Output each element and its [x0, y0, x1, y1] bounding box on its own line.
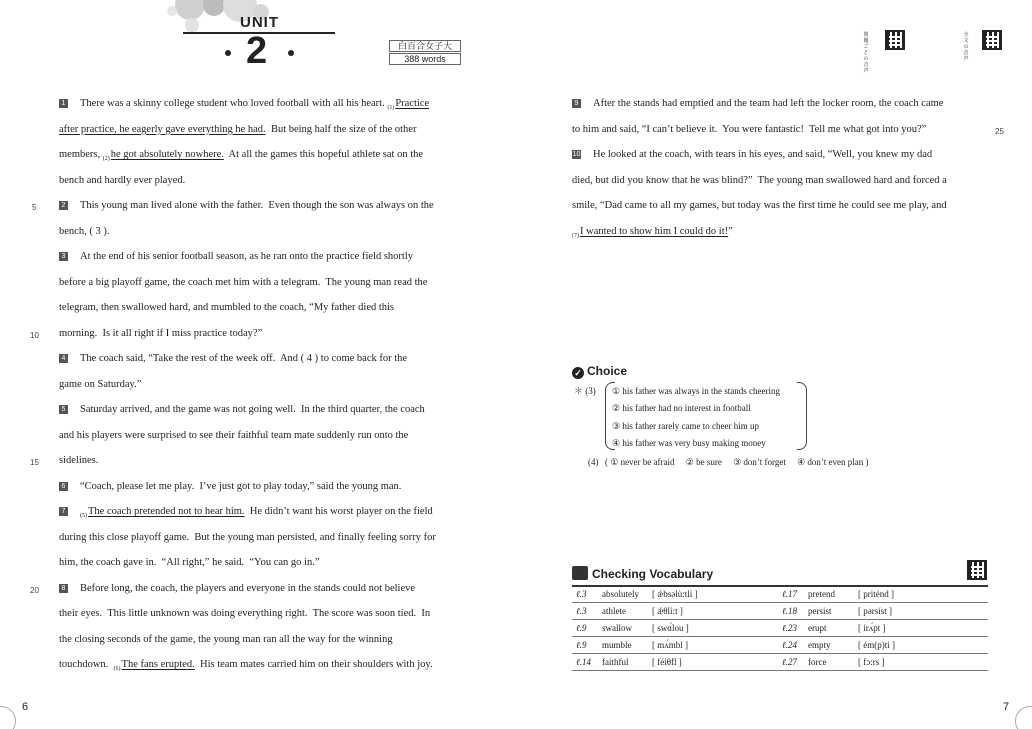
- underlined-phrase: The coach pretended not to hear him.: [88, 506, 245, 517]
- passage-line: [59, 301, 394, 315]
- vocab-entry: [782, 605, 892, 617]
- line-text: At all the games this hopeful athlete sat on the: [223, 149, 424, 160]
- vocab-ref: ℓ.9: [576, 623, 587, 633]
- vocab-book-icon: [572, 566, 588, 580]
- line-text: Saturday arrived, and the game was not going well. In the third quarter, the coach: [80, 404, 425, 415]
- vocab-ref: ℓ.27: [782, 657, 797, 667]
- line-text: There was a skinny college student who loved football with all his heart.: [80, 98, 388, 109]
- line-number: 15: [30, 458, 39, 467]
- qr-label-full: 全文の音声: [963, 32, 969, 62]
- paragraph-number: 9: [572, 99, 581, 108]
- passage-line: [59, 378, 141, 392]
- line-text: But being half the size of the other: [265, 123, 417, 135]
- paragraph-number: 1: [59, 99, 68, 108]
- vocab-ipa: [ fɔ:rs ]: [858, 657, 885, 667]
- paragraph-number: 6: [59, 482, 68, 491]
- line-text: sidelines.: [59, 455, 99, 466]
- page-number-left: 6: [22, 701, 29, 713]
- vocab-ipa: [ pərsíst ]: [858, 606, 892, 616]
- vocab-entry: [576, 656, 682, 668]
- passage-line: [59, 276, 427, 290]
- choice-title: Choice: [587, 364, 628, 378]
- line-text: ”: [728, 225, 733, 237]
- question-marker: (5): [80, 513, 87, 519]
- passage-line: [59, 199, 434, 213]
- line-text: telegram, then swallowed hard, and mumbled to the coach, “My father died this: [59, 302, 395, 313]
- vocab-entry: [782, 622, 886, 634]
- qr-code-questions[interactable]: [885, 30, 905, 50]
- passage-line: [59, 327, 262, 341]
- vocab-word: mumble: [602, 640, 632, 650]
- vocab-ipa: [ swɑ́lou ]: [652, 623, 689, 633]
- choice-bracket-right: [797, 382, 807, 450]
- passage-line: [59, 480, 401, 494]
- underlined-phrase: The fans erupted.: [121, 659, 195, 670]
- passage-line: [572, 225, 733, 243]
- passage-line: [59, 352, 407, 366]
- passage-line: [59, 148, 423, 166]
- unit-dot-right: [288, 50, 294, 56]
- paragraph-number: 5: [59, 405, 68, 414]
- qr-label-questions: 問題ごとの音声: [863, 32, 869, 74]
- vocab-word: swallow: [602, 623, 632, 633]
- vocab-divider: [572, 636, 988, 637]
- vocab-divider: [572, 619, 988, 620]
- passage-line: [59, 123, 416, 137]
- question-marker: (1): [387, 105, 395, 111]
- vocab-title: Checking Vocabulary: [592, 567, 714, 581]
- vocab-word: empty: [808, 640, 831, 650]
- corner-decoration-right: [1015, 706, 1032, 729]
- line-text: This young man lived alone with the father. Even though the son was always on the: [80, 200, 434, 211]
- qr-code-vocab[interactable]: [967, 560, 987, 580]
- vocab-entry: [782, 588, 894, 600]
- passage-line: [572, 123, 926, 137]
- vocab-ipa: [ ǽbsəlù:tli ]: [652, 589, 698, 599]
- passage-line: [59, 454, 98, 468]
- vocab-word: force: [808, 657, 827, 667]
- paragraph-number: 8: [59, 584, 68, 593]
- vocab-word: athlete: [602, 606, 626, 616]
- vocab-entry: [576, 639, 688, 651]
- line-text: He didn’t want his worst player on the field: [244, 506, 433, 517]
- choice-heading: [572, 364, 627, 379]
- line-text: After the stands had emptied and the team had left the locker room, the coach came: [593, 98, 944, 109]
- vocab-divider: [572, 670, 988, 671]
- line-number: 20: [30, 586, 39, 595]
- choice-q3-option: ④ his father was very busy making money: [612, 438, 766, 448]
- vocab-ref: ℓ.18: [782, 606, 797, 616]
- vocab-ipa: [ ém(p)ti ]: [858, 640, 895, 650]
- qr-code-full[interactable]: [982, 30, 1002, 50]
- paragraph-number: 7: [59, 507, 68, 516]
- vocab-heading: [572, 566, 713, 581]
- line-text: His team mates carried him on their shoulders with joy.: [194, 659, 433, 670]
- vocab-ipa: [ mʌ́mbl ]: [652, 640, 688, 650]
- paragraph-number: 10: [572, 151, 581, 158]
- passage-line: [572, 148, 932, 162]
- vocab-word: persist: [808, 606, 832, 616]
- vocab-ipa: [ priténd ]: [858, 589, 894, 599]
- vocab-entry: [576, 588, 698, 600]
- passage-line: [59, 658, 433, 676]
- vocab-ref: ℓ.3: [576, 589, 587, 599]
- passage-line: [59, 505, 433, 523]
- paragraph-number: 3: [59, 252, 68, 261]
- vocab-ref: ℓ.14: [576, 657, 591, 667]
- passage-line: [59, 250, 413, 264]
- unit-dot-left: [225, 50, 231, 56]
- check-icon: ✓: [572, 367, 584, 379]
- page-number-right: 7: [1003, 701, 1010, 713]
- line-number: 5: [32, 203, 37, 212]
- line-text: The coach said, “Take the rest of the week off. And ( 4 ) to come back for the: [80, 353, 408, 364]
- line-text: their eyes. This little unknown was doing everything right. The score was soon tied. In: [59, 608, 431, 619]
- vocab-ipa: [ féiθfl ]: [652, 657, 682, 667]
- word-count-tag: 388 words: [389, 53, 461, 65]
- passage-line: [572, 97, 943, 111]
- line-text: At the end of his senior football season, as he ran onto the practice field shortly: [80, 251, 413, 262]
- underlined-phrase: I wanted to show him I could do it!: [580, 225, 729, 237]
- vocab-entry: [782, 656, 885, 668]
- question-marker: (6): [113, 666, 121, 672]
- line-text: morning. Is it all right if I miss practice today?”: [59, 327, 263, 339]
- paragraph-number: 2: [59, 201, 68, 210]
- vocab-word: pretend: [808, 589, 835, 599]
- vocab-word: faithful: [602, 657, 629, 667]
- line-text: and his players were surprised to see their faithful team mate suddenly run onto the: [59, 429, 409, 441]
- line-number: 10: [30, 331, 39, 340]
- underlined-phrase: after practice, he eagerly gave everything he had.: [59, 123, 266, 135]
- line-text: touchdown.: [59, 659, 114, 670]
- passage-line: [572, 199, 947, 213]
- line-text: the closing seconds of the game, the young man ran all the way for the winning: [59, 633, 393, 645]
- line-text: smile, “Dad came to all my games, but today was the first time he could see me play, and: [572, 200, 947, 211]
- passage-line: [59, 97, 429, 115]
- question-marker: (7): [572, 232, 579, 239]
- passage-line: [572, 174, 947, 188]
- passage-line: [59, 633, 393, 647]
- line-number: 25: [995, 127, 1004, 136]
- paragraph-number: 4: [59, 354, 68, 363]
- underlined-phrase: he got absolutely nowhere.: [110, 149, 224, 160]
- line-text: bench, ( 3 ).: [59, 225, 110, 237]
- vocab-entry: [576, 622, 689, 634]
- choice-q3-option: ③ his father rarely came to cheer him up: [612, 421, 760, 431]
- vocab-ref: ℓ.17: [782, 589, 797, 599]
- choice-q3-option: ② his father had no interest in football: [612, 403, 751, 413]
- vocab-ipa: [ ǽθli:t ]: [652, 606, 683, 616]
- underlined-phrase: Practice: [395, 98, 430, 109]
- vocab-divider: [572, 653, 988, 654]
- vocab-word: absolutely: [602, 589, 639, 599]
- vocab-word: erupt: [808, 623, 827, 633]
- vocab-entry: [782, 639, 895, 651]
- line-text: game on Saturday.”: [59, 378, 142, 390]
- passage-line: [59, 429, 408, 443]
- line-text: him, the coach gave in. “All right,” he said. “You can go in.”: [59, 557, 320, 568]
- vocab-ipa: [ irʌ́pt ]: [858, 623, 886, 633]
- question-marker: (2): [102, 156, 110, 162]
- source-tag: 白百合女子大: [389, 40, 461, 52]
- unit-number: 2: [246, 30, 268, 72]
- line-text: bench and hardly ever played.: [59, 174, 186, 186]
- line-text: to him and said, “I can’t believe it. You were fantastic! Tell me what got into you?”: [572, 123, 927, 135]
- choice-q4-options: ( ① never be afraid ② be sure ③ don’t forget ④ don’t even plan ): [605, 457, 869, 467]
- line-text: He looked at the coach, with tears in his eyes, and said, “Well, you knew my dad: [593, 149, 933, 160]
- line-text: during this close playoff game. But the young man persisted, and finally feeling sorry for: [59, 531, 436, 543]
- passage-line: [59, 607, 430, 621]
- passage-line: [59, 582, 415, 596]
- vocab-ref: ℓ.3: [576, 606, 587, 616]
- passage-line: [59, 556, 320, 570]
- vocab-ref: ℓ.9: [576, 640, 587, 650]
- line-text: members,: [59, 149, 103, 160]
- unit-label: UNIT: [240, 14, 279, 31]
- vocab-entry: [576, 605, 683, 617]
- passage-line: [59, 225, 109, 239]
- line-text: before a big playoff game, the coach met him with a telegram. The young man read the: [59, 276, 428, 288]
- choice-q3-option: ① his father was always in the stands cheering: [612, 386, 781, 396]
- choice-q3-label: ＊ (3): [574, 386, 596, 396]
- line-text: Before long, the coach, the players and everyone in the stands could not believe: [80, 582, 416, 594]
- line-text: died, but did you know that he was blind?” The young man swallowed hard and forced a: [572, 174, 947, 186]
- line-text: “Coach, please let me play. I’ve just got to play today,” said the young man.: [80, 480, 402, 492]
- vocab-ref: ℓ.23: [782, 623, 797, 633]
- passage-line: [59, 403, 425, 417]
- vocab-divider: [572, 585, 988, 587]
- passage-line: [59, 174, 185, 188]
- choice-q4-label: (4): [588, 457, 599, 467]
- corner-decoration-left: [0, 706, 16, 729]
- vocab-divider: [572, 602, 988, 603]
- vocab-ref: ℓ.24: [782, 640, 797, 650]
- passage-line: [59, 531, 436, 545]
